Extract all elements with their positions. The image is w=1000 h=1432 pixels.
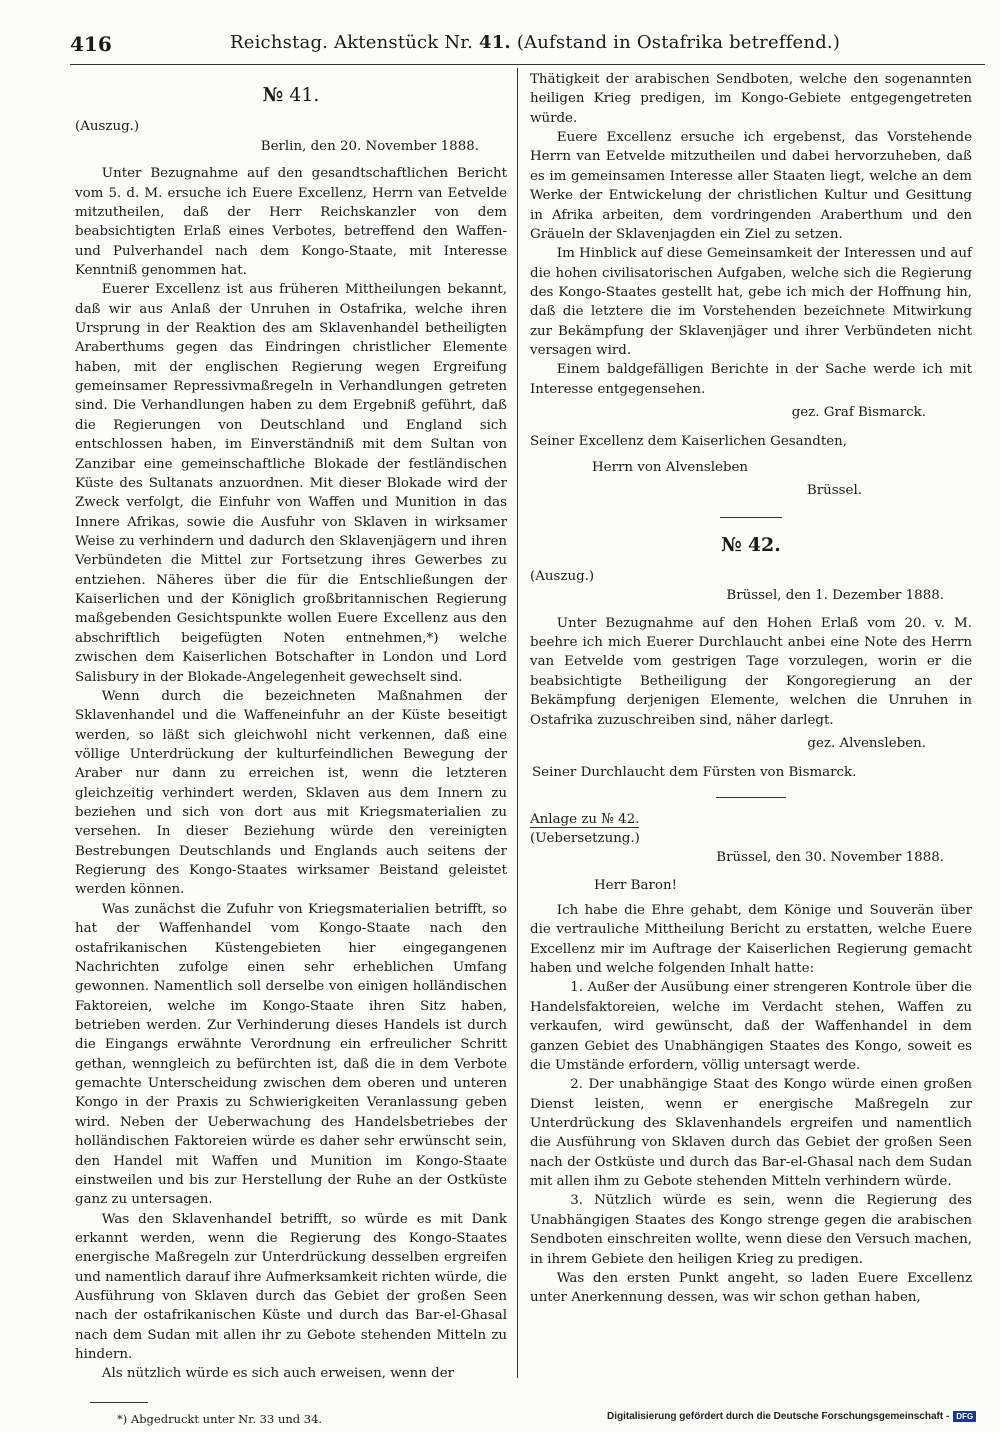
page-number: 416 xyxy=(70,32,112,56)
paragraph: Einem baldgefälligen Berichte in der Sache werde ich mit Interesse entgegensehen. xyxy=(530,362,972,397)
signature-41: gez. Graf Bismarck. xyxy=(791,405,926,421)
signature-42: gez. Alvensleben. xyxy=(807,735,926,751)
page-header xyxy=(70,30,985,65)
auszug-label: (Auszug.) xyxy=(530,569,595,584)
footnote: *) Abgedruckt unter Nr. 33 und 34. xyxy=(117,1411,323,1426)
dateline-41: Berlin, den 20. November 1888. xyxy=(260,138,479,154)
paragraph: Ich habe die Ehre gehabt, dem Könige und Souverän über die vertrauliche Mittheilung Bericht zu erstatten, welche Euere Excellenz mir im Auftrage der Kaiserlichen Regierung gemacht haben und welche folgenden Inhalt hatte: xyxy=(530,903,972,977)
numbered-point: 1. Außer der Ausübung einer strengeren Kontrole über die Handelsfaktoreien, welche im Verdacht stehen, Waffen zu verkaufen, wird gewünscht, daß der Waffenhandel in dem ganzen Gebiet des Unabhängigen Staates des Kongo, soweit es die Umstände erfordern, völlig untersagt werde. xyxy=(530,980,972,1073)
dfg-logo: DFG xyxy=(953,1411,976,1422)
section-divider xyxy=(720,517,782,518)
number-value: 41. xyxy=(289,84,320,106)
credit-text: Digitalisierung gefördert durch die Deutsche Forschungsgemeinschaft - xyxy=(607,1411,950,1423)
numbered-point: 2. Der unabhängige Staat des Kongo würde einen großen Dienst leisten, wenn er energische Maßregeln zur Unterdrückung des Sklavenhandels ergreifen und namentlich die Ausführung von Sklaven durch das Gebiet der großen Seen nach der Ostküste und durch das Bar-el-Ghasal nach dem Sudan mit allen ihm zu Gebote stehenden Mitteln verhindern würde. xyxy=(530,1077,972,1190)
address-line: Brüssel. xyxy=(806,483,862,499)
dateline-anlage: Brüssel, den 30. November 1888. xyxy=(716,850,944,866)
auszug-label: (Auszug.) xyxy=(75,119,140,135)
document-number-41 xyxy=(75,82,507,109)
paragraph: Euerer Excellenz ist aus früheren Mittheilungen bekannt, daß wir aus Anlaß der Unruhen in Ostafrika, welche ihren Ursprung in der Reaktion des am Sklavenhandel betheiligten Araberthums gegen das Eindringen christlicher Elemente haben, mit der englischen Regierung wegen Ergreifung gemeinsamer Repressivmaßregeln in Verhandlungen getreten sind. Die Verhandlungen haben zu dem Ergebniß geführt, daß die Regierungen von Deutschland und England sich entschlossen haben, im Einverständniß mit dem Sultan von Zanzibar eine gemeinschaftliche Blokade der festländischen Küste des Sultanats anzuordnen. Mit dieser Blokade wird der Zweck verfolgt, die Einfuhr von Waffen und Munition in das Innere Afrikas, sowie die Ausfuhr von Sklaven in wirksamer Weise zu verhindern und dadurch den Sklavenjägern und ihren Verbündeten die Mittel zur Fortsetzung ihres Gewerbes zu entziehen. Näheres über die für die Entschließungen der Kaiserlichen und der Königlich großbritannischen Regierung maßgebenden Gesichtspunkte wollen Euere Excellenz aus den abschriftlich beigefügten Noten entnehmen,*) welche zwischen dem Kaiserlichen Botschafter in London und Lord Salisbury in der Blokade-Angelegenheit gewechselt sind. xyxy=(75,282,507,685)
address-line: Seiner Excellenz dem Kaiserlichen Gesandten, xyxy=(530,434,848,450)
numbered-point: 3. Nützlich würde es sein, wenn die Regierung des Unabhängigen Staates des Kongo strenge gegen die arabischen Sendboten einschreiten wollte, wenn diese den Versuch machen, in ihrem Gebiete den heiligen Krieg zu predigen. xyxy=(530,1193,972,1267)
right-column xyxy=(530,70,972,1308)
address-line: Herrn von Alvensleben xyxy=(592,459,749,475)
paragraph: Was den ersten Punkt angeht, so laden Euere Excellenz unter Anerkennung dessen, was wir schon gethan haben, xyxy=(530,1270,972,1306)
section-divider xyxy=(716,797,786,798)
column-divider xyxy=(517,68,518,1378)
document-number-42 xyxy=(530,532,972,559)
dateline-42: Brüssel, den 1. Dezember 1888. xyxy=(726,588,944,604)
number-sign: № xyxy=(721,533,742,556)
address-line: Seiner Durchlaucht dem Fürsten von Bismarck. xyxy=(532,765,857,781)
anlage-heading-text: Anlage zu № 42. xyxy=(530,811,640,827)
running-title-subject: (Aufstand in Ostafrika betreffend.) xyxy=(510,32,841,53)
paragraph: Unter Bezugnahme auf den Hohen Erlaß vom 20. v. M. beehre ich mich Euerer Durchlaucht anbei eine Note des Herrn van Eetvelde vom gestrigen Tage vorzulegen, worin er die beabsichtigte Betheiligung der Kongoregierung an der Bekämpfung derjenigen Elemente, welchen die Unruhen in Ostafrika zuzuschreiben sind, näher darlegt. xyxy=(530,615,972,728)
running-title xyxy=(230,32,840,53)
paragraph: Thätigkeit der arabischen Sendboten, welche den sogenannten heiligen Krieg predigen, im Kongo-Gebiete entgegengetreten würde. xyxy=(530,72,972,126)
paragraph: Was zunächst die Zufuhr von Kriegsmaterialien betrifft, so hat der Waffenhandel vom Kongo-Staate nach den ostafrikanischen Küstengebieten hier eingegangenen Nachrichten zufolge einen sehr erheblichen Umfang gewonnen. Namentlich soll derselbe von einigen holländischen Faktoreien, welche im Kongo-Staate ihren Sitz haben, betrieben werden. Zur Verhinderung dieses Handels ist durch die Eingangs erwähnte Verordnung ein erfreulicher Schritt gethan, wenngleich zu befürchten ist, daß die in dem Verbote gemachte Unterscheidung zwischen dem oberen und unteren Kongo in der Praxis zu Schwierigkeiten Veranlassung geben wird. Neben der Ueberwachung des Handelsbetriebes der holländischen Faktoreien würde es daher sehr erwünscht sein, den Handel mit Waffen und Munition im Kongo-Staate einstweilen und bis zur Herstellung der Ruhe an der Ostküste ganz zu untersagen. xyxy=(75,901,507,1208)
paragraph: Wenn durch die bezeichneten Maßnahmen der Sklavenhandel und die Waffeneinfuhr an der Küste beseitigt werden, so läßt sich gleichwohl nicht verkennen, daß eine völlige Unterdrückung der kulturfeindlichen Bewegung der Araber nur dann zu erreichen ist, wenn die letzteren gleichzeitig verhindert werden, Sklaven aus dem Innern zu beziehen und sich von dort aus mit Kriegsmaterialien zu versehen. In dieser Beziehung würde den vereinigten Bestrebungen Deutschlands und Englands auch seitens der Regierung des Kongo-Staates wirksamer Beistand geleistet werden können. xyxy=(75,688,507,898)
anlage-heading xyxy=(530,810,972,829)
left-column xyxy=(75,70,507,1427)
digitization-credit xyxy=(607,1411,976,1422)
paragraph: Was den Sklavenhandel betrifft, so würde es mit Dank erkannt werden, wenn die Regierung des Kongo-Staates energische Maßregeln zur Unterdrückung desselben ergreifen und namentlich darauf ihre Aufmerksamkeit richten würde, die Ausführung von Sklaven durch das Gebiet der großen Seen nach der ostafrikanischen Küste und durch das Bar-el-Ghasal nach dem Sudan mit allen ihr zu Gebote stehenden Mitteln zu hindern. xyxy=(75,1211,507,1363)
salutation: Herr Baron! xyxy=(594,877,677,893)
paragraph: Euere Excellenz ersuche ich ergebenst, das Vorstehende Herrn van Eetvelde mitzutheilen und dabei hervorzuheben, daß es im gemeinsamen Interesse aller Staaten liegt, welche an dem Werke der Entwickelung der christlichen Kultur und Gesittung in Afrika arbeiten, dem vordringenden Araberthum und den Gräueln der Sklavenjagden ein Ziel zu setzen. xyxy=(530,130,972,242)
paragraph: Im Hinblick auf diese Gemeinsamkeit der Interessen und auf die hohen civilisatorischen Aufgaben, welche sich die Regierung des Kongo-Staates gestellt hat, gebe ich mich der Hoffnung hin, daß die letztere die im Vorstehenden bezeichnete Mitwirkung zur Bekämpfung der Sklavenjäger und ihrer Verbündeten nicht versagen wird. xyxy=(530,246,972,359)
number-sign: № xyxy=(262,84,284,106)
uebersetzung-label: (Uebersetzung.) xyxy=(530,830,640,846)
paragraph: Unter Bezugnahme auf den gesandtschaftlichen Bericht vom 5. d. M. ersuche ich Euere Excellenz, Herrn van Eetvelde mitzutheilen, daß der Herr Reichskanzler von dem beabsichtigten Erlaß eines Verbotes, betreffend den Waffen- und Pulverhandel nach dem Kongo-Staate, mit Interesse Kenntniß genommen hat. xyxy=(75,166,507,278)
running-title-text: Reichstag. Aktenstück Nr. xyxy=(230,32,479,53)
paragraph: Als nützlich würde es sich auch erweisen, wenn der xyxy=(101,1366,455,1382)
footnote-rule xyxy=(90,1402,148,1403)
running-title-number: 41. xyxy=(478,32,511,53)
number-value: 42. xyxy=(747,533,781,556)
